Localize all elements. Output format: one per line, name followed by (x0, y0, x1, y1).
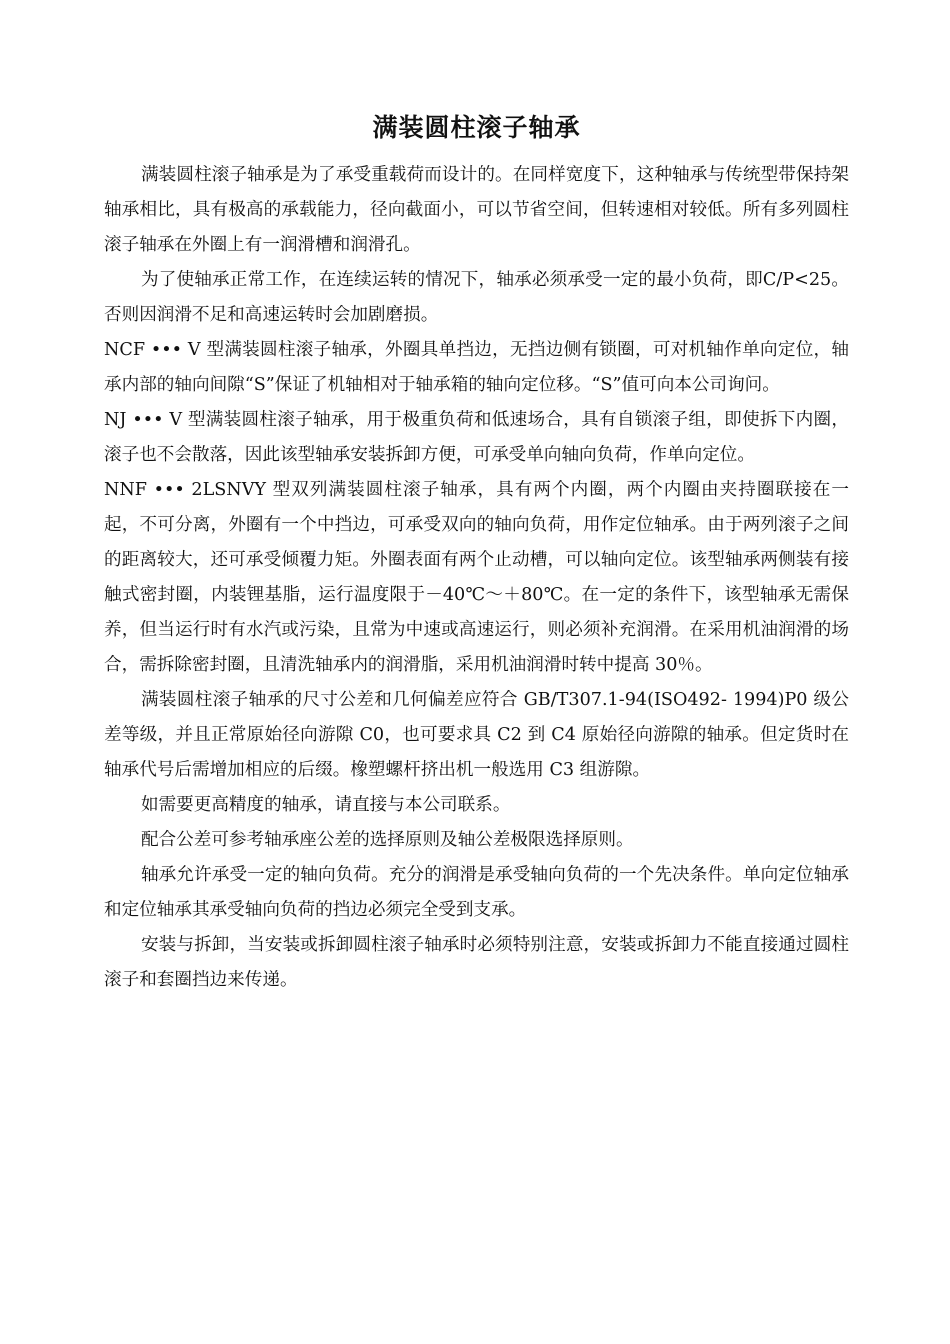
document-title: 满装圆柱滚子轴承 (372, 113, 581, 142)
paragraph-intro: 满装圆柱滚子轴承是为了承受重载荷而设计的。在同样宽度下，这种轴承与传统型带保持架轴承相比，具有极高的承载能力，径向截面小，可以节省空间，但转速相对较低。所有多列圆柱滚子轴承在外圈上有一润滑槽和润滑孔。 (104, 165, 849, 255)
paragraph-nnf-type: NNF ••• 2LSNVY 型双列满装圆柱滚子轴承，具有两个内圈，两个内圈由夹持圈联接在一起，不可分离，外圈有一个中挡边，可承受双向的轴向负荷，用作定位轴承。由于两列滚子之间的距离较大，还可承受倾覆力矩。外圈表面有两个止动槽，可以轴向定位。该型轴承两侧装有接触式密封圈，内装锂基脂，运行温度限于－40℃～＋80℃。在一定的条件下，该型轴承无需保养，但当运行时有水汽或污染，且常为中速或高速运行，则必须补充润滑。在采用机油润滑的场合，需拆除密封圈，且清洗轴承内的润滑脂，采用机油润滑时转中提高 30％。 (104, 480, 849, 675)
paragraph-tolerances: 满装圆柱滚子轴承的尺寸公差和几何偏差应符合 GB/T307.1-94(ISO492- 1994)P0 级公差等级，并且正常原始径向游隙 C0，也可要求具 C2 到 C4 原始径向游隙的轴承。但定货时在轴承代号后需增加相应的后缀。橡塑螺杆挤出机一般选用 C3 组游隙。 (104, 690, 849, 780)
paragraph-ncf-type: NCF ••• V 型满装圆柱滚子轴承，外圈具单挡边，无挡边侧有锁圈，可对机轴作单向定位，轴承内部的轴向间隙“S”保证了机轴相对于轴承箱的轴向定位移。“S”值可向本公司询问。 (104, 340, 849, 395)
paragraph-contact: 如需要更高精度的轴承，请直接与本公司联系。 (140, 795, 511, 815)
paragraph-mounting: 安装与拆卸，当安装或拆卸圆柱滚子轴承时必须特别注意，安装或拆卸力不能直接通过圆柱滚子和套圈挡边来传递。 (104, 935, 849, 990)
paragraph-axial-load: 轴承允许承受一定的轴向负荷。充分的润滑是承受轴向负荷的一个先决条件。单向定位轴承和定位轴承其承受轴向负荷的挡边必须完全受到支承。 (104, 865, 849, 920)
paragraph-nj-type: NJ ••• V 型满装圆柱滚子轴承，用于极重负荷和低速场合，具有自锁滚子组，即使拆下内圈，滚子也不会散落，因此该型轴承安装拆卸方便，可承受单向轴向负荷，作单向定位。 (104, 410, 849, 465)
document-page (104, 108, 849, 998)
paragraph-min-load: 为了使轴承正常工作，在连续运转的情况下，轴承必须承受一定的最小负荷，即C/P<25。否则因润滑不足和高速运转时会加剧磨损。 (104, 270, 849, 325)
paragraph-fit-tolerance: 配合公差可参考轴承座公差的选择原则及轴公差极限选择原则。 (140, 830, 634, 850)
